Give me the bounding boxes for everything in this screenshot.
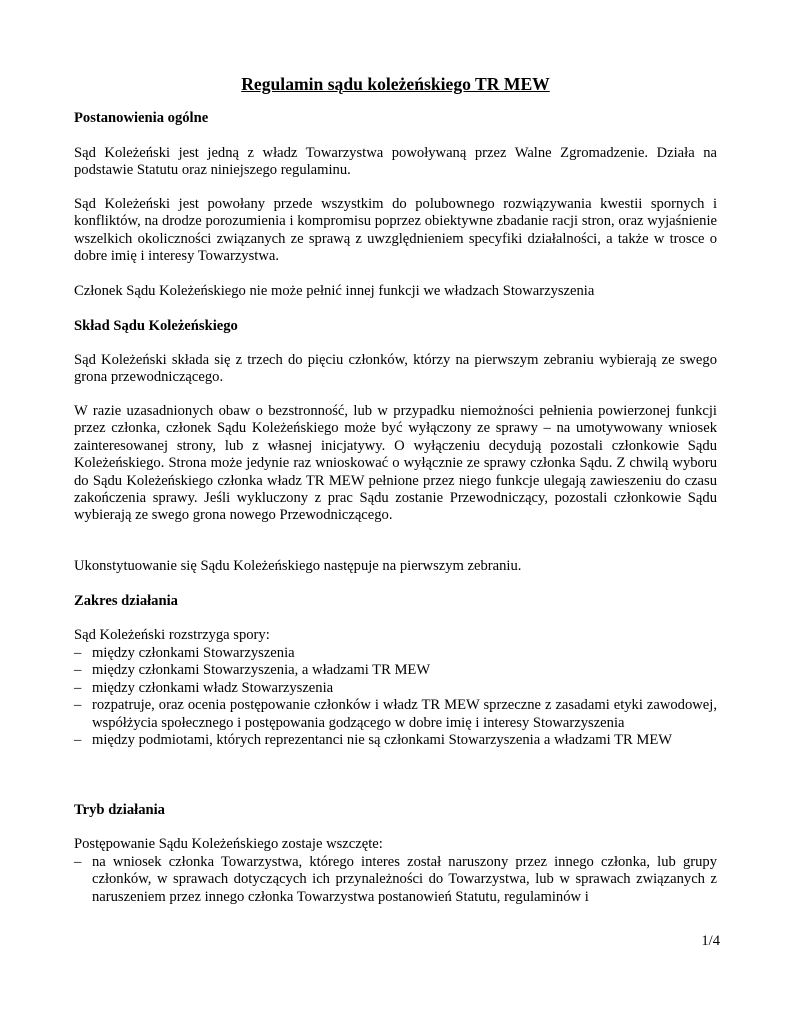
document-title: Regulamin sądu koleżeńskiego TR MEW — [241, 74, 550, 94]
section-heading-scope: Zakres działania — [74, 593, 178, 609]
list-dash: – — [74, 854, 82, 870]
list-item: – rozpatruje, oraz ocenia postępowanie członków i władz TR MEW sprzeczne z zasadami etyki zawodowej, współżycia społecznego i postępowania godzącego w dobre imię i interesy Stowarzyszenia — [74, 697, 717, 731]
list-intro: Sąd Koleżeński rozstrzyga spory: — [74, 627, 270, 643]
list-dash: – — [74, 662, 82, 679]
list-dash: – — [74, 679, 82, 696]
paragraph: Sąd Koleżeński składa się z trzech do pięciu członków, którzy na pierwszym zebraniu wybierają ze swego grona przewodniczącego. — [74, 352, 717, 386]
list-item: – między członkami władz Stowarzyszenia — [74, 679, 334, 696]
paragraph: Członek Sądu Koleżeńskiego nie może pełnić innej funkcji we władzach Stowarzyszenia — [74, 283, 595, 299]
section-heading-general-provisions: Postanowienia ogólne — [74, 110, 209, 126]
scope-list — [74, 645, 717, 749]
list-item: – na wniosek członka Towarzystwa, którego interes został naruszony przez innego członka, lub grupy członków, w sprawach dotyczących ich przynależności do Towarzystwa, lub w sprawach związanych z naruszeniem przez innego członka Towarzystwa postanowień Statutu, regulaminów i — [74, 854, 717, 905]
list-intro: Postępowanie Sądu Koleżeńskiego zostaje wszczęte: — [74, 836, 383, 852]
list-item: – między członkami Stowarzyszenia — [74, 645, 295, 661]
paragraph: Ukonstytuowanie się Sądu Koleżeńskiego następuje na pierwszym zebraniu. — [74, 558, 522, 574]
list-dash: – — [74, 645, 82, 661]
section-heading-court-composition: Skład Sądu Koleżeńskiego — [74, 318, 238, 334]
paragraph: Sąd Koleżeński jest jedną z władz Towarzystwa powoływaną przez Walne Zgromadzenie. Działa na podstawie Statutu oraz niniejszego regulaminu. — [74, 145, 717, 179]
list-item: – między członkami Stowarzyszenia, a władzami TR MEW — [74, 662, 431, 679]
section-heading-procedure: Tryb działania — [74, 802, 165, 818]
list-dash: – — [74, 697, 82, 714]
page-number: 1/4 — [701, 933, 720, 949]
paragraph: Sąd Koleżeński jest powołany przede wszystkim do polubownego rozwiązywania kwestii spornych i konfliktów, na drodze porozumienia i kompromisu poprzez obiektywne zbadanie racji stron, oraz wyjaśnienie wszelkich okoliczności związanych ze sprawą z uwzględnieniem specyfiki działalności, a także w trosce o dobre imię i interesy Towarzystwa. — [74, 196, 717, 265]
paragraph: W razie uzasadnionych obaw o bezstronność, lub w przypadku niemożności pełnienia powierzonej funkcji przez członka, członek Sądu Koleżeńskiego może być wyłączony ze sprawy – na umotywowany wniosek zainteresowanej strony, lub z własnej inicjatywy. O wyłączeniu decydują pozostali członkowie Sądu Koleżeńskiego. Strona może jedynie raz wnioskować o wyłącznie ze sprawy członka Sądu. Z chwilą wyboru do Sądu Koleżeńskiego członka władz TR MEW pełnione przez niego funkcje ulegają zawieszeniu do czasu zakończenia sprawy. Jeśli wykluczony z prac Sądu zostanie Przewodniczący, pozostali członkowie Sądu wybierają ze swego grona nowego Przewodniczącego. — [74, 403, 717, 524]
list-dash: – — [74, 732, 82, 749]
list-item: – między podmiotami, których reprezentanci nie są członkami Stowarzyszenia a władzami TR MEW — [74, 732, 673, 749]
procedure-list — [74, 854, 717, 906]
